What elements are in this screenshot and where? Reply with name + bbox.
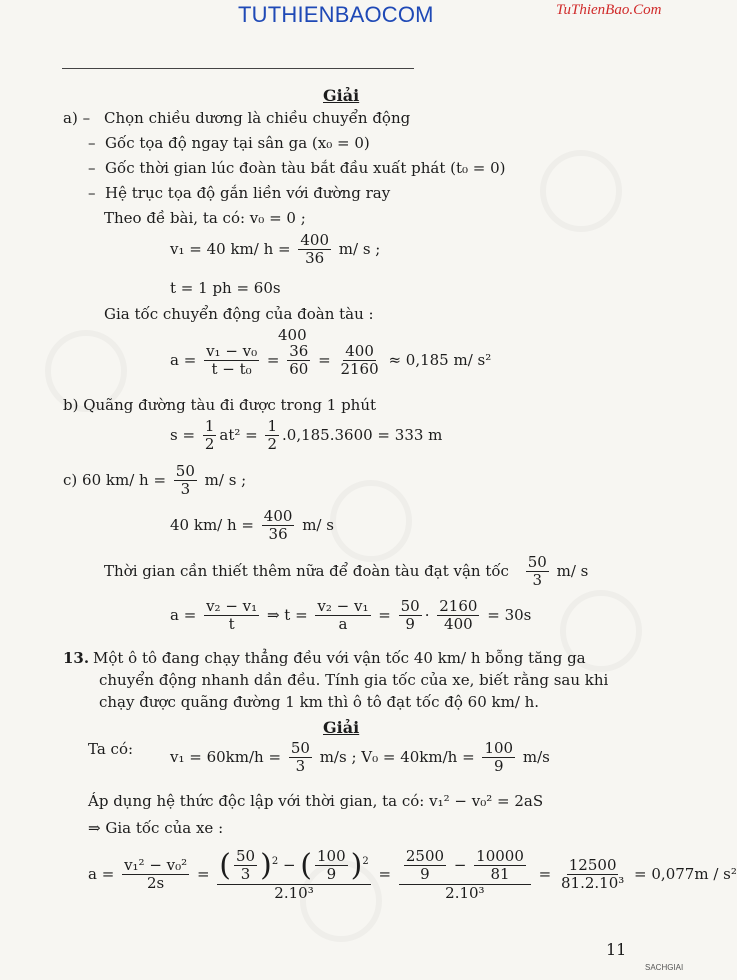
text-line: – Hệ trục tọa độ gắn liền với đường ray — [88, 184, 391, 202]
fraction-top: 400 — [278, 326, 307, 344]
part-a-label: a) – — [63, 109, 91, 127]
text-line: Gia tốc chuyển động của đoàn tàu : — [104, 305, 374, 323]
problem-number: 13. — [63, 649, 90, 667]
text-line: ⇒ Gia tốc của xe : — [88, 819, 224, 837]
site-logo[interactable]: TuThienBao.Com — [556, 2, 662, 18]
text-line: – Gốc tọa độ ngay tại sân ga (x₀ = 0) — [88, 134, 370, 152]
solution-heading: Giải — [323, 86, 360, 105]
site-title[interactable]: TUTHIENBAOCOM — [238, 2, 434, 27]
equation-accel: a = $\frac{\text{v₁ − v₀}}{\text{t − t₀}}$ = $\frac{36}{60}$ = $\frac{400}{2160}$ ≈ 0,185 m/ s² — [170, 342, 492, 379]
problem-text: chuyển động nhanh dần đều. Tính gia tốc của xe, biết rằng sau khi — [99, 671, 609, 689]
equation-velocities: v₁ = 60km/h = $\frac{50}{3}$ m/s ; V₀ = 40km/h = $\frac{100}{9}$ m/s — [170, 739, 550, 776]
equation-time: a = $\frac{\text{v₂ − v₁}}{t}$ ⇒ t = $\frac{\text{v₂ − v₁}}{a}$ = $\frac{50}{9}$ · $\frac{2160}{400}$ = 30s — [170, 597, 532, 634]
equation-v1: v₁ = 40 km/ h = $\frac{400}{36}$ m/ s ; — [170, 231, 381, 268]
sachgiai-logo: SACHGIAI — [645, 963, 684, 972]
watermark — [540, 150, 622, 232]
problem-text: Một ô tô đang chạy thẳng đều với vận tốc 40 km/ h bỗng tăng ga — [93, 649, 586, 667]
part-b: b) Quãng đường tàu đi được trong 1 phút — [63, 396, 377, 414]
page-number: 11 — [606, 940, 627, 959]
text-line: Thời gian cần thiết thêm nữa để đoàn tàu đạt vận tốc $\frac{50}{3}$ m/ s — [104, 553, 589, 590]
solution-heading: Giải — [323, 718, 360, 737]
text-line: – Gốc thời gian lúc đoàn tàu bắt đầu xuất phát (t₀ = 0) — [88, 159, 506, 177]
text-line: Áp dụng hệ thức độc lập với thời gian, ta có: v₁² − v₀² = 2aS — [88, 792, 544, 810]
text-line: Chọn chiều dương là chiều chuyển động — [104, 109, 411, 127]
equation-final: a = $\frac{\text{v₁² − v₀²}}{2s}$ = ( $\frac{50}{3}$ )$^2$ − ( $\frac{100}{9}$ )$^2$ 2.10³ = $\frac{2500}{9}$ − $\frac{10000}{81}$ 2.10³ = $\frac{12500}{\text{81.2.10³}}$ = 0,077m / s² — [88, 847, 737, 902]
equation-40kmh: 40 km/ h = $\frac{400}{36}$ m/ s — [170, 507, 334, 544]
problem-text: chạy được quãng đường 1 km thì ô tô đạt tốc độ 60 km/ h. — [99, 693, 540, 711]
equation-t: t = 1 ph = 60s — [170, 279, 281, 297]
part-c: c) 60 km/ h = $\frac{50}{3}$ m/ s ; — [63, 462, 247, 499]
watermark — [330, 480, 412, 562]
text-line: Theo đề bài, ta có: v₀ = 0 ; — [104, 209, 306, 227]
label-taco: Ta có: — [88, 740, 134, 758]
divider — [62, 68, 414, 69]
equation-s: s = $\frac{1}{2}$ at² = $\frac{1}{2}$ .0,185.3600 = 333 m — [170, 417, 443, 454]
